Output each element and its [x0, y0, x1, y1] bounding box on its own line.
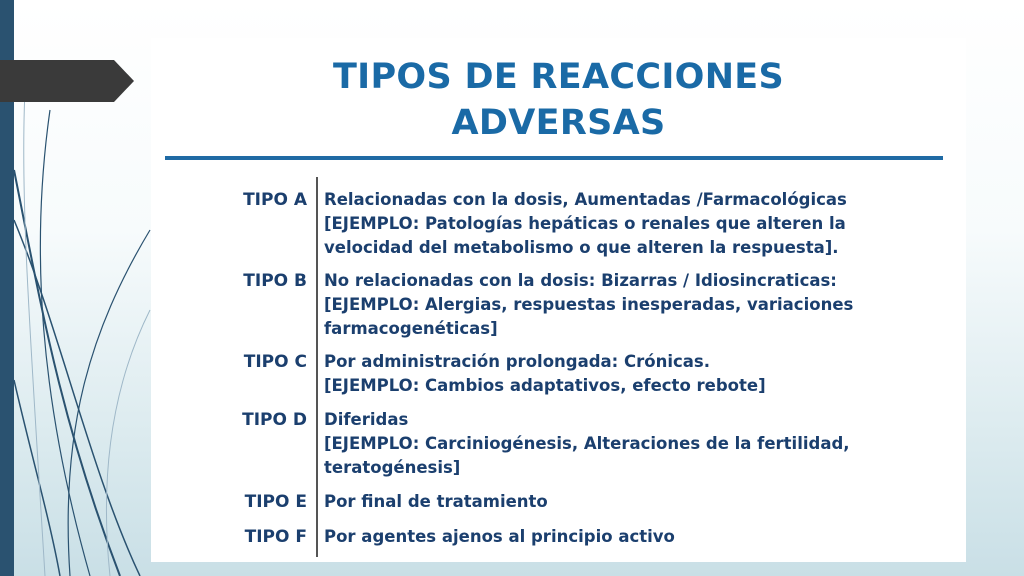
title-line-1: TIPOS DE REACCIONES [332, 57, 785, 97]
title-line-2: ADVERSAS [451, 103, 666, 143]
type-description [324, 525, 944, 549]
type-description [324, 350, 944, 398]
desc-line: teratogénesis] [324, 458, 461, 477]
title-underline [165, 156, 943, 160]
arrow-tab-shape [0, 60, 134, 102]
column-divider [316, 177, 318, 557]
desc-line: Relacionadas con la dosis, Aumentadas /Farmacológicas [324, 190, 847, 209]
type-label: TIPO C [243, 352, 307, 372]
type-description [324, 490, 944, 514]
desc-line: farmacogenéticas] [324, 319, 498, 338]
type-label: TIPO B [243, 271, 307, 291]
type-label: TIPO A [243, 190, 307, 210]
desc-line: No relacionadas con la dosis: Bizarras / Idiosincraticas: [324, 271, 837, 290]
type-label: TIPO D [242, 410, 307, 430]
desc-line: velocidad del metabolismo o que alteren la respuesta]. [324, 238, 839, 257]
type-label: TIPO E [244, 492, 307, 512]
desc-line: [EJEMPLO: Alergias, respuestas inesperadas, variaciones [324, 295, 854, 314]
desc-line: Por administración prolongada: Crónicas. [324, 352, 710, 371]
type-description [324, 269, 944, 341]
slide-title [151, 54, 966, 146]
type-label: TIPO F [244, 527, 307, 547]
type-description [324, 188, 944, 260]
content-panel [151, 38, 966, 562]
desc-line: Por agentes ajenos al principio activo [324, 527, 675, 546]
desc-line: Por final de tratamiento [324, 492, 548, 511]
desc-line: [EJEMPLO: Carciniogénesis, Alteraciones de la fertilidad, [324, 434, 850, 453]
desc-line: [EJEMPLO: Cambios adaptativos, efecto rebote] [324, 376, 766, 395]
desc-line: [EJEMPLO: Patologías hepáticas o renales que alteren la [324, 214, 846, 233]
type-description [324, 408, 944, 480]
desc-line: Diferidas [324, 410, 409, 429]
